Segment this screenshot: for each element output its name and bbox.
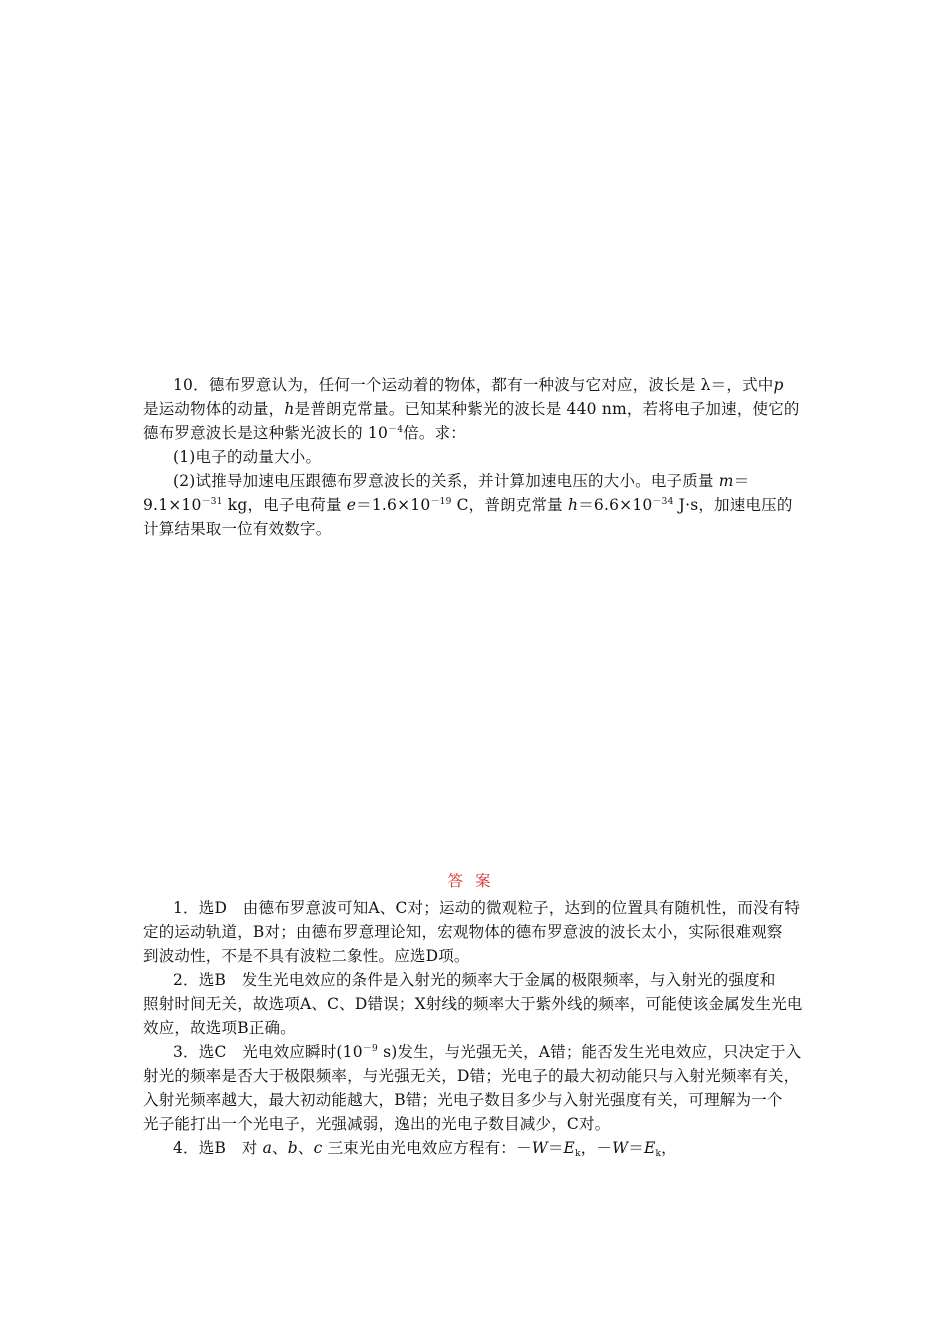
exponent: －9 bbox=[362, 1044, 378, 1054]
exponent: －4 bbox=[388, 425, 404, 435]
q10-text: ＝6.6×10 bbox=[578, 496, 653, 514]
var-a: a bbox=[262, 1139, 273, 1157]
q10-text: ＝ bbox=[733, 472, 750, 490]
answer-text: ＝ bbox=[628, 1139, 644, 1157]
var-m: m bbox=[718, 472, 734, 490]
q10-line-1 bbox=[143, 373, 813, 397]
q10-line-2 bbox=[143, 397, 813, 421]
answer-1-line-1: 1．选D 由德布罗意波可知A、C对；运动的微观粒子，达到的位置具有随机性，而没有特 bbox=[173, 899, 801, 917]
var-W: W bbox=[612, 1139, 629, 1157]
q10-text: (2)试推导加速电压跟德布罗意波长的关系，并计算加速电压的大小。电子质量 bbox=[173, 472, 719, 490]
answer-text: 4．选B 对 bbox=[173, 1139, 263, 1157]
subscript: k bbox=[575, 1149, 581, 1159]
answer-1-line-2: 定的运动轨道，B对；由德布罗意理论知，宏观物体的德布罗意波的波长太小，实际很难观察 bbox=[143, 923, 783, 941]
var-e: e bbox=[346, 496, 357, 514]
q10-text: 9.1×10 bbox=[143, 496, 202, 514]
q10-text: 10．德布罗意认为，任何一个运动着的物体，都有一种波与它对应，波长是 λ＝，式中 bbox=[173, 376, 774, 394]
exponent: －19 bbox=[430, 497, 452, 507]
q10-part-2 bbox=[143, 469, 813, 493]
answer-3-line-1 bbox=[143, 1040, 813, 1064]
q10-part-1: (1)电子的动量大小。 bbox=[173, 448, 322, 466]
var-b: b bbox=[287, 1139, 298, 1157]
answer-text: ，－ bbox=[580, 1139, 613, 1157]
answer-text: 、 bbox=[272, 1139, 288, 1157]
answer-text: 三束光由光电效应方程有：－ bbox=[322, 1139, 532, 1157]
q10-text: C，普朗克常量 bbox=[451, 496, 569, 514]
answer-text: 3．选C 光电效应瞬时(10 bbox=[173, 1043, 363, 1061]
var-h: h bbox=[284, 400, 295, 418]
answer-text: ， bbox=[661, 1139, 677, 1157]
answer-2-line-2: 照射时间无关，故选项A、C、D错误；X射线的频率大于紫外线的频率，可能使该金属发生光电 bbox=[143, 995, 803, 1013]
answer-4-line-1 bbox=[143, 1136, 813, 1160]
answer-2-line-1: 2．选B 发生光电效应的条件是入射光的频率大于金属的极限频率，与入射光的强度和 bbox=[173, 971, 776, 989]
answer-text: 、 bbox=[297, 1139, 314, 1157]
q10-text: kg，电子电荷量 bbox=[222, 496, 347, 514]
q10-text: 德布罗意波长是这种紫光波长的 10 bbox=[143, 424, 389, 442]
answer-1-line-3: 到波动性，不是不具有波粒二象性。应选D项。 bbox=[143, 947, 470, 965]
q10-text: J·s，加速电压的 bbox=[673, 496, 793, 514]
answer-3-line-3: 入射光频率越大，最大初动能越大，B错；光电子数目多少与入射光强度有关，可理解为一个 bbox=[143, 1091, 783, 1109]
answers-title: 答案 bbox=[447, 872, 503, 890]
answer-text: s)发生，与光强无关，A错；能否发生光电效应，只决定于入 bbox=[377, 1043, 802, 1061]
var-E: E bbox=[563, 1139, 576, 1157]
var-p: p bbox=[773, 376, 784, 394]
var-h: h bbox=[568, 496, 579, 514]
q10-line-3 bbox=[143, 421, 813, 445]
q10-line-7: 计算结果取一位有效数字。 bbox=[143, 520, 332, 538]
answer-text: ＝ bbox=[547, 1139, 564, 1157]
answers-section bbox=[143, 896, 813, 1160]
answer-3-line-4: 光子能打出一个光电子，光强减弱，逸出的光电子数目减少，C对。 bbox=[143, 1115, 611, 1133]
question-10 bbox=[143, 373, 813, 541]
answer-3-line-2: 射光的频率是否大于极限频率，与光强无关，D错；光电子的最大初动能只与入射光频率有关， bbox=[143, 1067, 800, 1085]
exponent: －34 bbox=[652, 497, 674, 507]
var-W: W bbox=[531, 1139, 548, 1157]
q10-text: ＝1.6×10 bbox=[356, 496, 431, 514]
var-c: c bbox=[313, 1139, 323, 1157]
exponent: －31 bbox=[201, 497, 223, 507]
q10-text: 是运动物体的动量， bbox=[143, 400, 285, 418]
answer-2-line-3: 效应，故选项B正确。 bbox=[143, 1019, 296, 1037]
subscript: k bbox=[655, 1149, 662, 1159]
q10-line-6 bbox=[143, 493, 813, 517]
q10-text: 倍。求： bbox=[403, 424, 467, 442]
var-E: E bbox=[643, 1139, 656, 1157]
q10-text: 是普朗克常量。已知某种紫光的波长是 440 nm，若将电子加速，使它的 bbox=[294, 400, 800, 418]
